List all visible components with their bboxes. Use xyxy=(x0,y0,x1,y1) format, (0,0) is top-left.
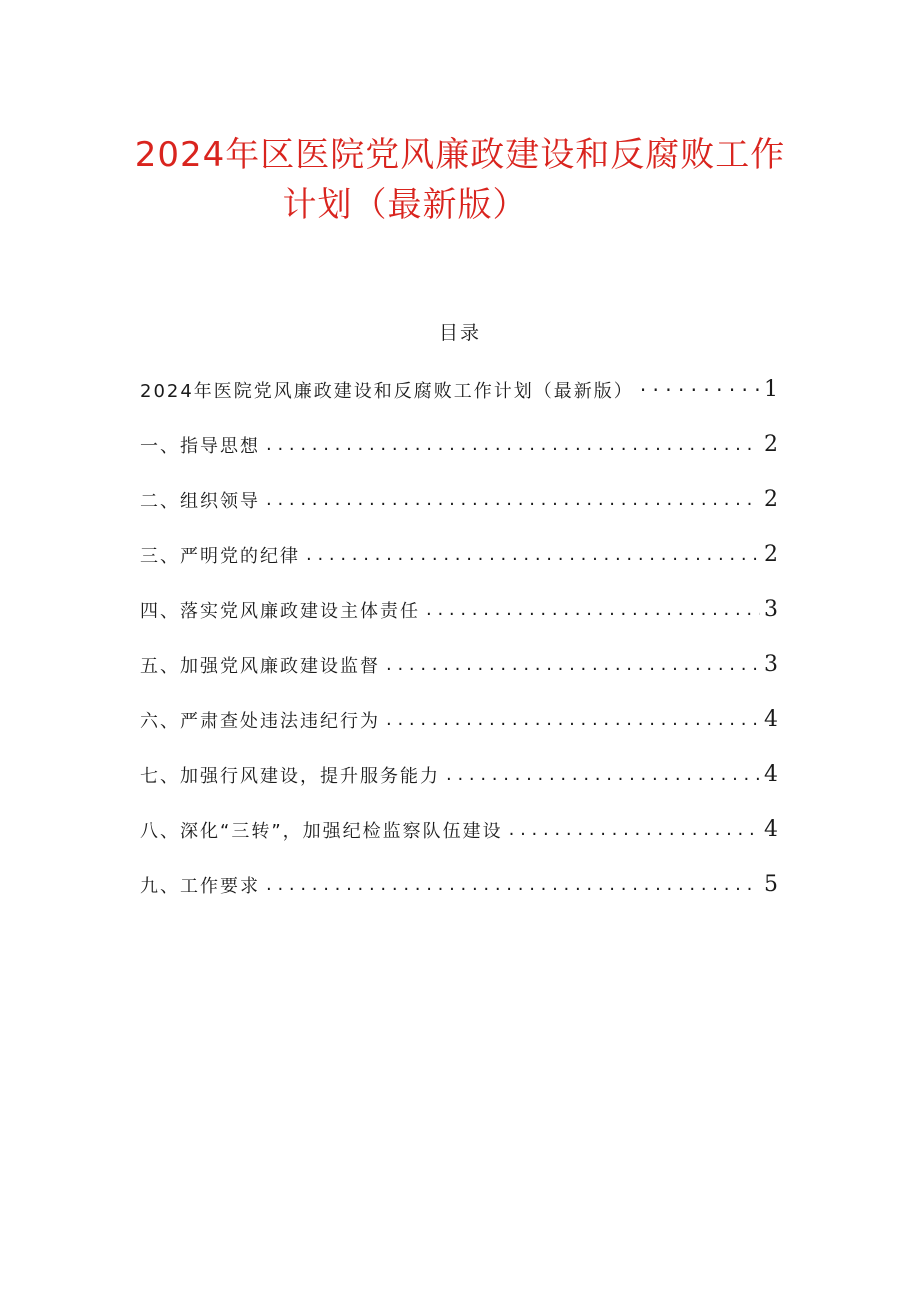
toc-entry-page: 3 xyxy=(764,597,780,622)
toc-entry-label: 五、加强党风廉政建设监督 xyxy=(140,652,386,678)
toc-heading: 目录 xyxy=(438,322,481,344)
toc-entry-label: 二、组织领导 xyxy=(140,487,266,513)
toc-entry-page: 1 xyxy=(764,377,780,402)
toc-entry[interactable] xyxy=(140,637,780,692)
toc-entry[interactable] xyxy=(140,527,780,582)
toc-entry-page: 3 xyxy=(764,652,780,677)
table-of-contents xyxy=(140,362,780,912)
toc-entry[interactable] xyxy=(140,802,780,857)
toc-entry[interactable] xyxy=(140,582,780,637)
toc-entry-page: 4 xyxy=(764,707,780,732)
toc-entry-label: 六、严肃查处违法违纪行为 xyxy=(140,707,386,733)
toc-entry-label: 七、加强行风建设，提升服务能力 xyxy=(140,762,446,788)
toc-entry[interactable] xyxy=(140,857,780,912)
toc-entry-page: 2 xyxy=(764,487,780,512)
toc-leader-dots xyxy=(640,378,760,402)
toc-leader-dots xyxy=(306,544,760,565)
toc-entry-page: 4 xyxy=(764,817,780,842)
toc-entry-page: 2 xyxy=(764,432,780,457)
toc-entry-label: 九、工作要求 xyxy=(140,872,266,898)
toc-entry-page: 4 xyxy=(764,762,780,787)
toc-leader-dots xyxy=(509,819,760,840)
toc-leader-dots xyxy=(266,489,760,510)
document-title-line1: 2024年区医院党风廉政建设和反腐败工作 xyxy=(134,135,786,175)
document-title xyxy=(60,130,860,230)
toc-entry-label: 八、深化“三转”，加强纪检监察队伍建设 xyxy=(140,817,509,843)
toc-entry[interactable] xyxy=(140,362,780,417)
toc-leader-dots xyxy=(266,874,760,895)
toc-leader-dots xyxy=(386,654,760,675)
toc-leader-dots xyxy=(266,434,760,455)
toc-entry[interactable] xyxy=(140,747,780,802)
toc-entry-page: 2 xyxy=(764,542,780,567)
document-title-line2: 计划（最新版） xyxy=(282,185,528,225)
toc-leader-dots xyxy=(426,599,760,620)
toc-entry[interactable] xyxy=(140,692,780,747)
toc-leader-dots xyxy=(386,709,760,730)
toc-entry-label: 2024年医院党风廉政建设和反腐败工作计划（最新版） xyxy=(140,377,640,403)
toc-entry-label: 一、指导思想 xyxy=(140,432,266,458)
toc-entry-label: 三、严明党的纪律 xyxy=(140,542,306,568)
toc-entry-page: 5 xyxy=(764,872,780,897)
toc-entry[interactable] xyxy=(140,472,780,527)
toc-entry-label: 四、落实党风廉政建设主体责任 xyxy=(140,597,426,623)
toc-entry[interactable] xyxy=(140,417,780,472)
toc-leader-dots xyxy=(446,764,760,785)
